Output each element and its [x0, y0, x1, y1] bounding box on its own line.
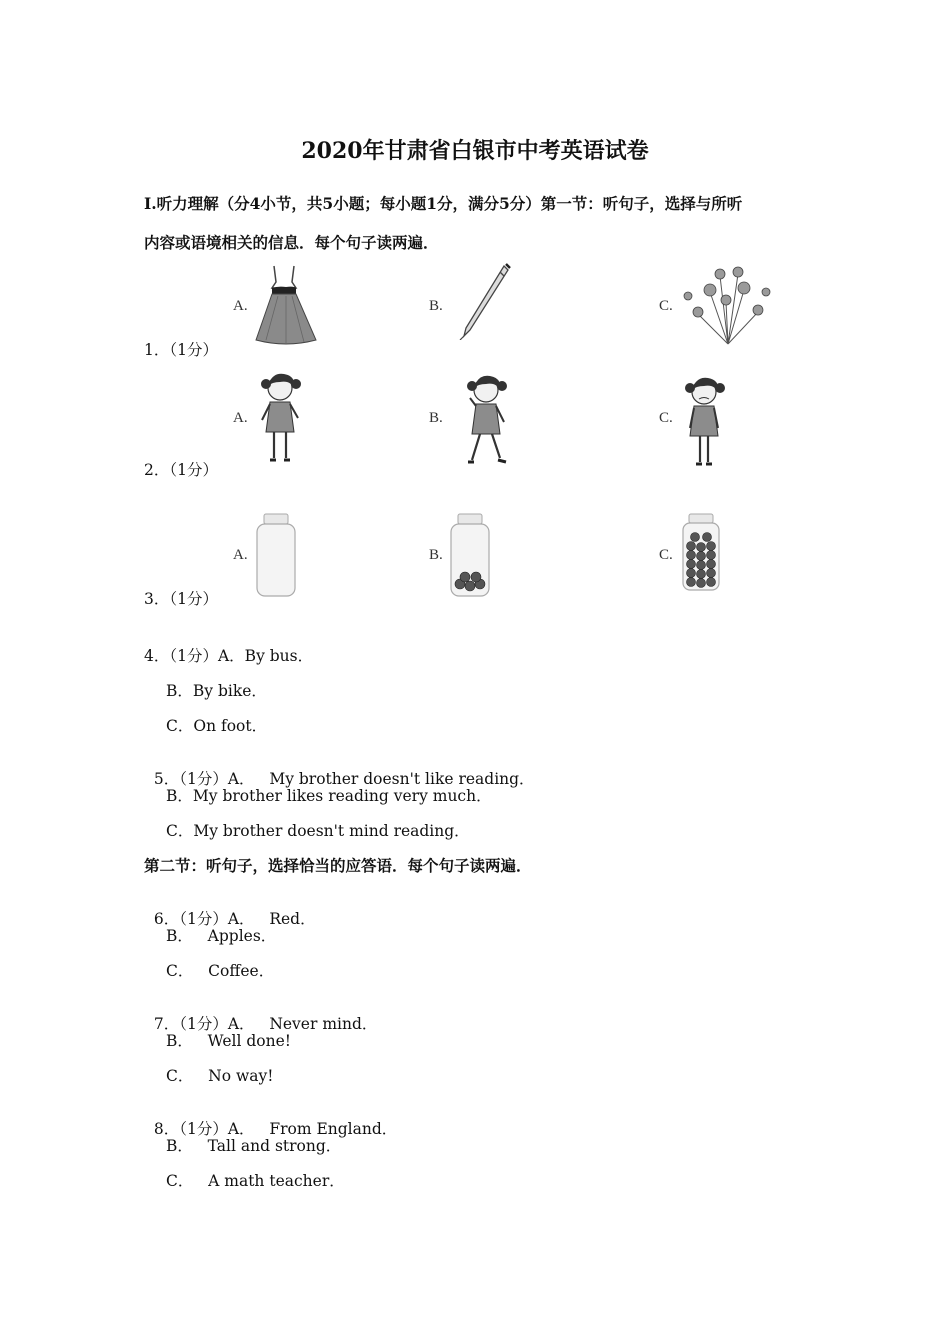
dress-icon — [252, 264, 320, 346]
question-number-7: 7．（1分） — [153, 1015, 228, 1033]
empty-jar-icon — [254, 512, 298, 598]
q4-option-a: A．By bus． — [217, 647, 314, 665]
q5-option-b: B．My brother likes reading very much． — [166, 787, 492, 805]
q7-option-c: C． No way! — [166, 1067, 274, 1085]
question-number-5: 5．（1分） — [153, 770, 228, 788]
question-5 — [144, 749, 535, 789]
q2-option-a-label: A. — [233, 410, 248, 426]
q7-option-b: B． Well done! — [166, 1032, 291, 1050]
section2-heading: 第二节：听句子，选择恰当的应答语．每个句子读两遍． — [144, 856, 532, 875]
q1-option-c-label: C. — [659, 298, 673, 314]
q8-option-b: B． Tall and strong． — [166, 1137, 342, 1155]
question-number-4: 4．（1分） — [144, 647, 218, 665]
q3-option-a-label: A. — [233, 547, 248, 563]
q2-option-c-label: C. — [659, 410, 673, 426]
question-6 — [144, 889, 316, 929]
page-title: 2020年甘肃省白银市中考英语试卷 — [301, 138, 649, 164]
q7-option-a: A． Never mind． — [227, 1015, 378, 1033]
q2-option-b-label: B. — [429, 410, 443, 426]
question-number-1: 1．（1分） — [144, 341, 218, 359]
jar-few-candies-icon — [448, 512, 492, 598]
q4-option-c: C．On foot． — [166, 717, 268, 735]
jar-full-candies-icon — [680, 512, 722, 592]
q1-option-b-label: B. — [429, 298, 443, 314]
q5-option-c: C．My brother doesn't mind reading． — [166, 822, 470, 840]
girl-sad-icon — [676, 374, 732, 470]
question-4 — [144, 644, 313, 666]
section1-heading-line1: Ⅰ.听力理解（分4小节，共5小题；每小题1分，满分5分）第一节：听句子，选择与所听 — [144, 194, 743, 213]
q4-option-b: B．By bike． — [166, 682, 267, 700]
q6-option-c: C． Coffee． — [166, 962, 275, 980]
q5-option-a: A． My brother doesn't like reading． — [227, 770, 535, 788]
question-number-2: 2．（1分） — [144, 461, 218, 479]
q3-option-c-label: C. — [659, 547, 673, 563]
flowers-icon — [680, 262, 774, 346]
pen-icon — [456, 262, 512, 340]
q6-option-b: B． Apples． — [166, 927, 277, 945]
q1-option-a-label: A. — [233, 298, 248, 314]
question-7 — [144, 994, 377, 1034]
question-number-6: 6．（1分） — [153, 910, 228, 928]
section1-heading-line2: 内容或语境相关的信息．每个句子读两遍． — [144, 233, 439, 252]
question-8 — [144, 1099, 397, 1139]
question-number-3: 3．（1分） — [144, 590, 218, 608]
girl-standing-icon — [252, 370, 308, 466]
girl-walking-icon — [458, 372, 514, 470]
q6-option-a: A． Red． — [227, 910, 316, 928]
q8-option-c: C． A math teacher． — [166, 1172, 345, 1190]
question-number-8: 8．（1分） — [153, 1120, 228, 1138]
q3-option-b-label: B. — [429, 547, 443, 563]
q8-option-a: A． From England． — [227, 1120, 398, 1138]
